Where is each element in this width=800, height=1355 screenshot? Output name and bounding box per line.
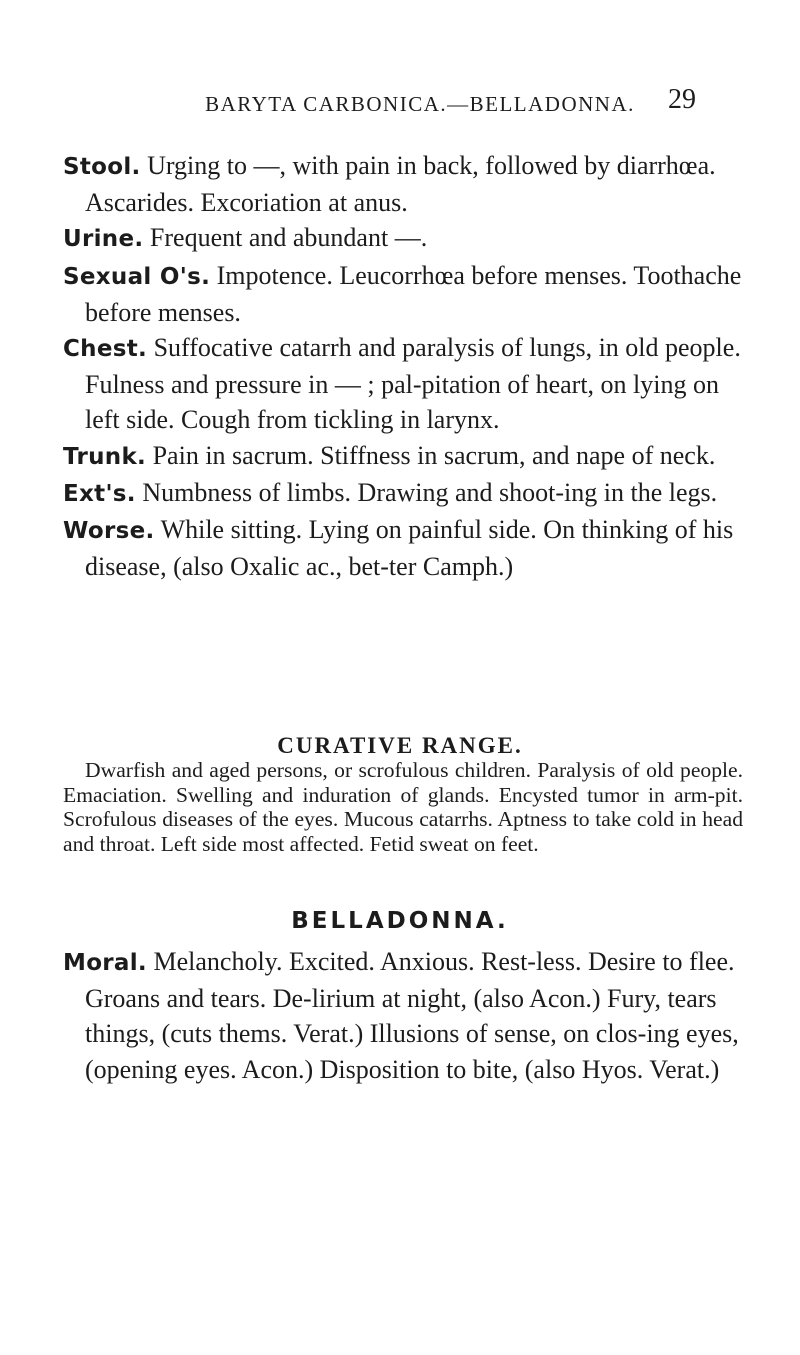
rubric-trunk: Trunk. <box>63 443 147 470</box>
entry-extremities <box>63 475 743 512</box>
entry-text-chest: Suffocative catarrh and paralysis of lungs, in old people. Fulness and pressure in — ; pal-pitation of heart, on lying on left side. Cough from tickling in larynx. <box>85 333 741 435</box>
belladonna-symptom-list <box>63 944 743 1087</box>
curative-range-heading: CURATIVE RANGE. <box>277 733 523 758</box>
rubric-stool: Stool. <box>63 154 141 180</box>
rubric-sexual-organs: Sexual O's. <box>63 263 211 290</box>
baryta-symptom-list <box>63 148 743 584</box>
entry-worse <box>63 512 743 584</box>
running-head: BARYTA CARBONICA.—BELLADONNA. <box>205 92 635 116</box>
page-number: 29 <box>668 84 696 115</box>
entry-sexual-organs <box>63 258 743 330</box>
entry-urine <box>63 220 743 257</box>
rubric-urine: Urine. <box>63 226 144 253</box>
rubric-moral: Moral. <box>63 950 147 976</box>
curative-range-text: Dwarfish and aged persons, or scrofulous children. Paralysis of old people. Emaciation. Swelling and induration of glands. Encysted tumor in arm-pit. Scrofulous diseases of the eyes. Mucous catarrhs. Aptness to take cold in head and throat. Left side most affected. Fetid sweat on feet. <box>63 758 743 856</box>
entry-text-trunk: Pain in sacrum. Stiffness in sacrum, and nape of neck. <box>152 440 716 470</box>
entry-text-sexual-organs: Impotence. Leucorrhœa before menses. Toothache before menses. <box>85 260 742 327</box>
entry-text-moral: Melancholy. Excited. Anxious. Rest-less. Desire to flee. Groans and tears. De-lirium at night, (also Acon.) Fury, tears things, (cuts thems. Verat.) Illusions of sense, on clos-ing eyes, (opening eyes. Acon.) Disposition to bite, (also Hyos. Verat.) <box>85 947 739 1084</box>
entry-stool <box>63 148 743 220</box>
entry-text-urine: Frequent and abundant —. <box>149 223 428 253</box>
entry-text-worse: While sitting. Lying on painful side. On thinking of his disease, (also Oxalic ac., bet-ter Camph.) <box>85 515 734 582</box>
rubric-extremities: Ext's. <box>63 480 136 507</box>
belladonna-heading: BELLADONNA. <box>291 908 509 934</box>
entry-trunk <box>63 438 743 475</box>
entry-text-stool: Urging to —, with pain in back, followed by diarrhœa. Ascarides. Excoriation at anus. <box>85 151 716 218</box>
entry-moral <box>63 944 743 1087</box>
entry-text-extremities: Numbness of limbs. Drawing and shoot-ing in the legs. <box>142 477 718 507</box>
rubric-worse: Worse. <box>63 518 155 545</box>
entry-chest <box>63 330 743 438</box>
rubric-chest: Chest. <box>63 336 148 363</box>
